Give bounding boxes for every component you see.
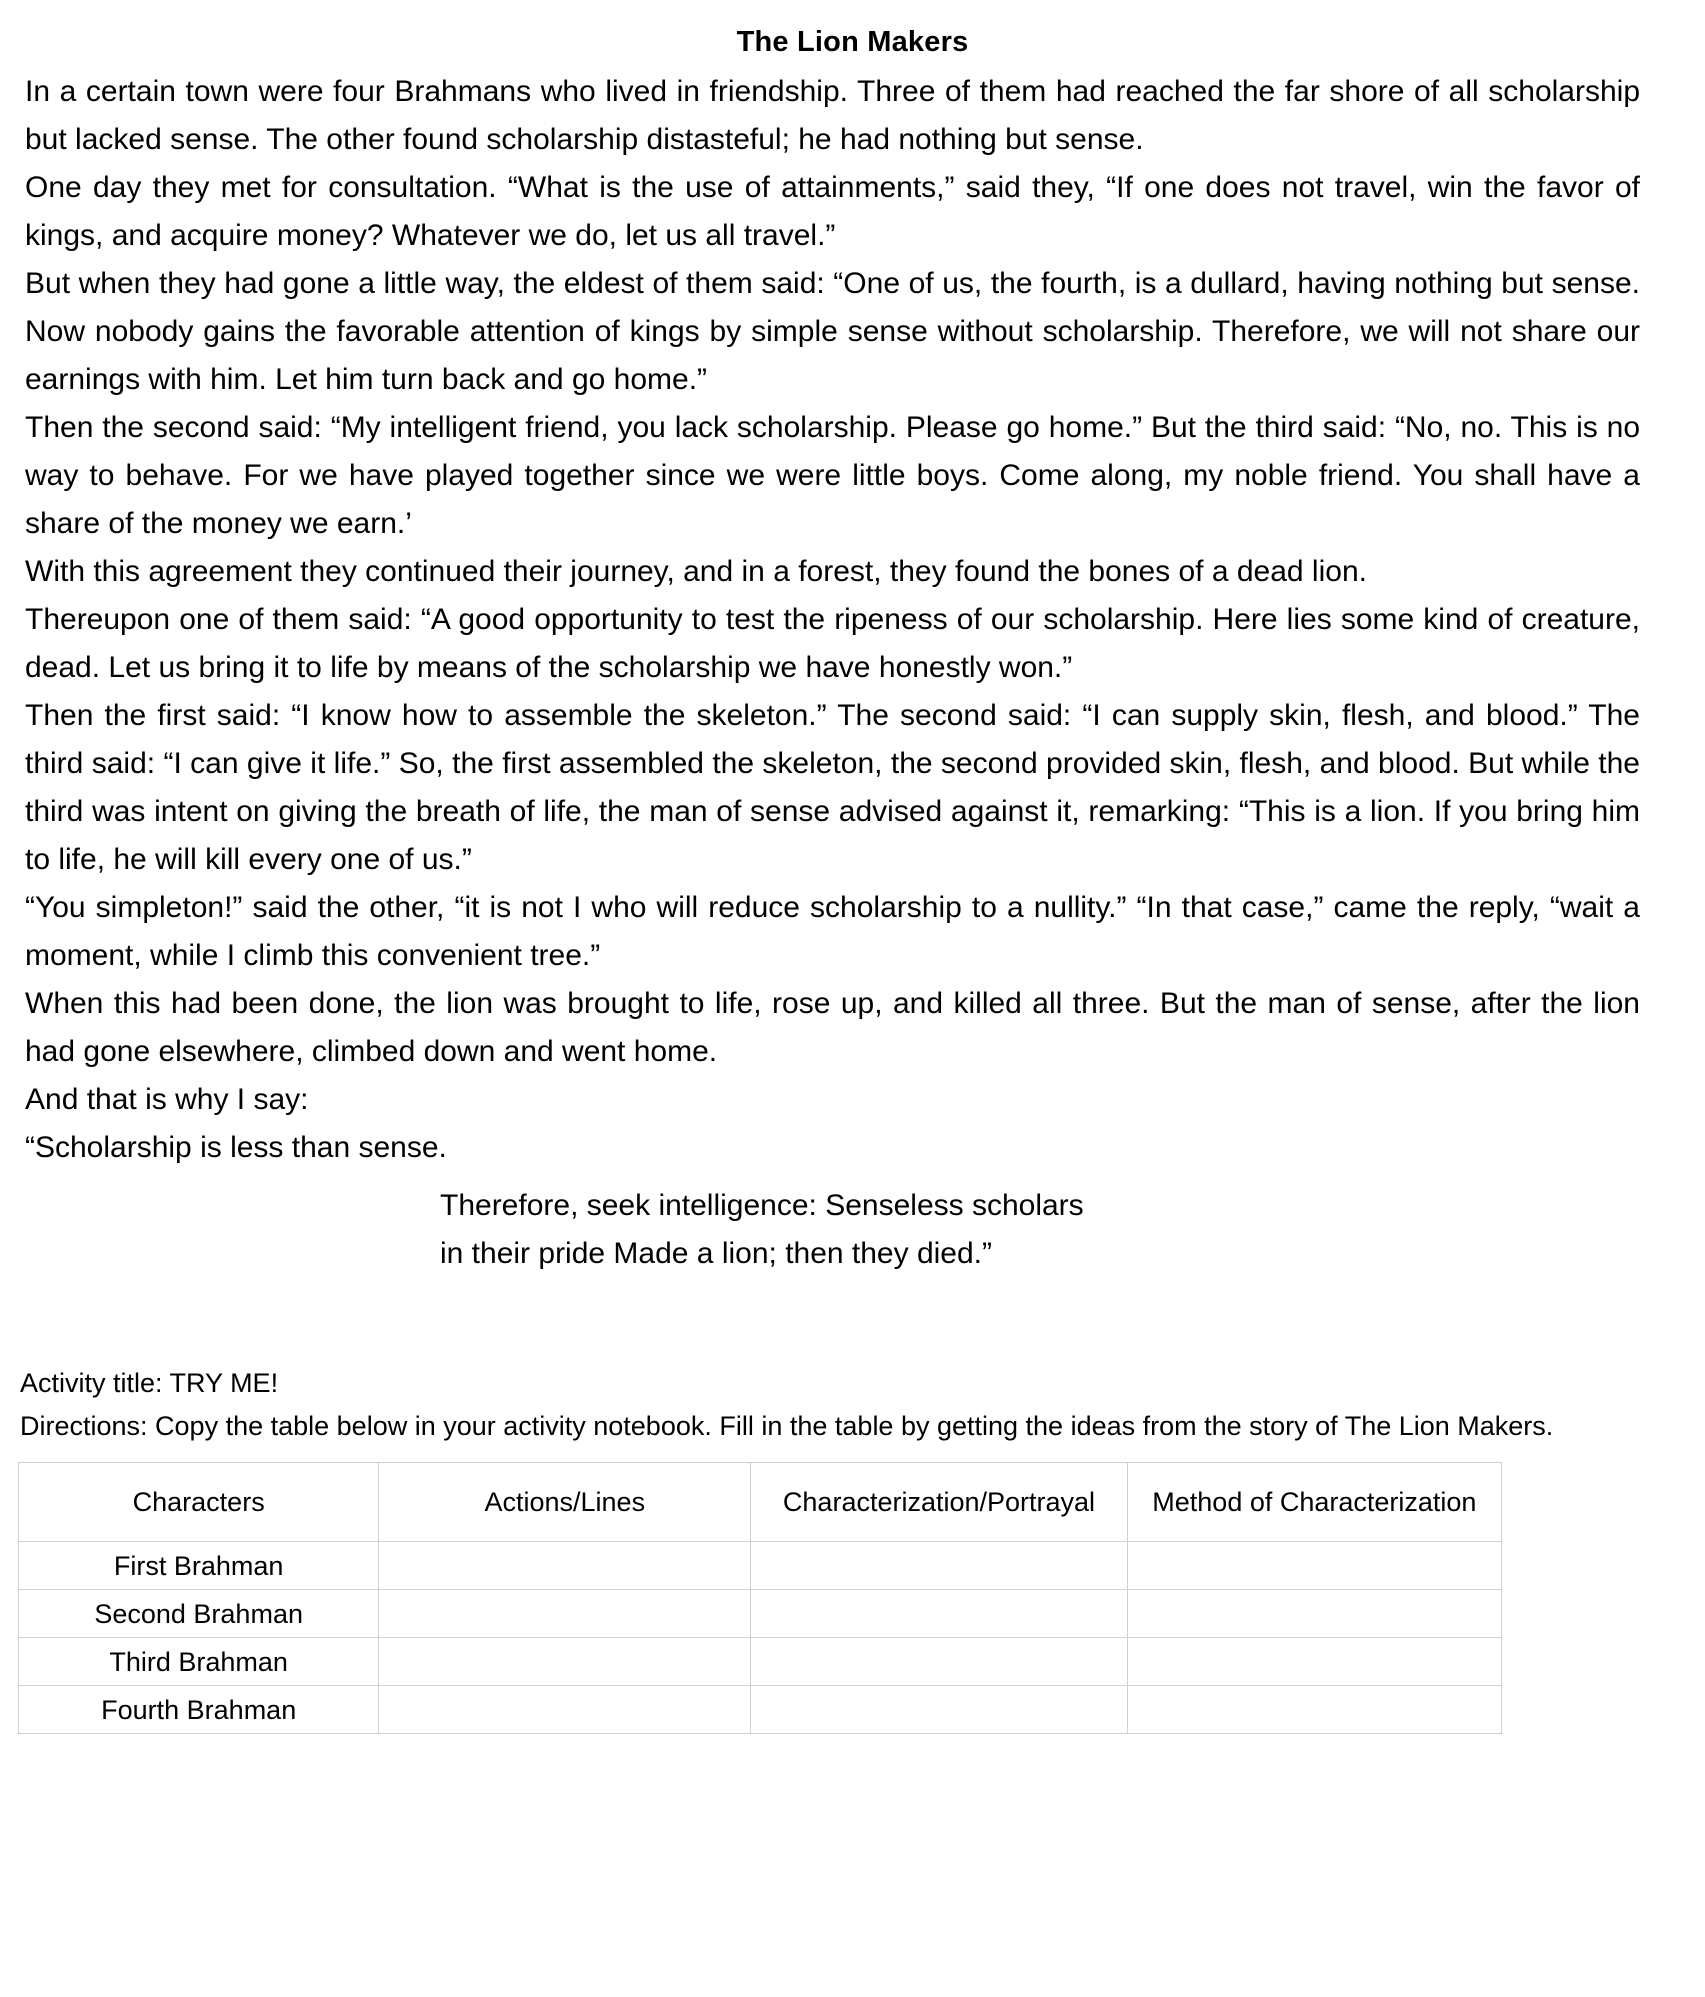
row-label-second-brahman: Second Brahman xyxy=(19,1590,379,1638)
cell-method[interactable] xyxy=(1127,1590,1501,1638)
story-body xyxy=(0,68,1705,1278)
story-paragraph: In a certain town were four Brahmans who lived in friendship. Three of them had reached the far shore of all scholarship but lacked sense. The other found scholarship distasteful; he had nothing but sense. xyxy=(25,75,1640,156)
activity-title: Activity title: TRY ME! xyxy=(20,1368,279,1398)
story-paragraph: Thereupon one of them said: “A good opportunity to test the ripeness of our scholarship. Here lies some kind of creature, dead. Let us bring it to life by means of the scholarship we have honestly won.” xyxy=(25,603,1640,684)
row-label-fourth-brahman: Fourth Brahman xyxy=(19,1686,379,1734)
story-paragraph: “You simpleton!” said the other, “it is not I who will reduce scholarship to a nullity.” “In that case,” came the reply, “wait a moment, while I climb this convenient tree.” xyxy=(25,891,1640,972)
story-paragraph: Then the first said: “I know how to assemble the skeleton.” The second said: “I can supply skin, flesh, and blood.” The third said: “I can give it life.” So, the first assembled the skeleton, the second provided skin, flesh, and blood. But while the third was intent on giving the breath of life, the man of sense advised against it, remarking: “This is a lion. If you bring him to life, he will kill every one of us.” xyxy=(25,699,1640,876)
story-paragraph: One day they met for consultation. “What is the use of attainments,” said they, “If one does not travel, win the favor of kings, and acquire money? Whatever we do, let us all travel.” xyxy=(25,171,1640,252)
column-header-method-of-characterization: Method of Characterization xyxy=(1127,1463,1501,1542)
activity-table-container xyxy=(0,1462,1705,1734)
closing-verse xyxy=(25,1182,1640,1278)
cell-actions[interactable] xyxy=(379,1638,751,1686)
cell-characterization[interactable] xyxy=(751,1542,1128,1590)
page-title: The Lion Makers xyxy=(736,26,969,58)
story-paragraph: When this had been done, the lion was brought to life, rose up, and killed all three. But the man of sense, after the lion had gone elsewhere, climbed down and went home. xyxy=(25,987,1640,1068)
row-label-first-brahman: First Brahman xyxy=(19,1542,379,1590)
cell-actions[interactable] xyxy=(379,1686,751,1734)
activity-directions: Directions: Copy the table below in your activity notebook. Fill in the table by getting the ideas from the story of The Lion Makers. xyxy=(20,1411,1554,1441)
table-row xyxy=(19,1638,1502,1686)
table-row xyxy=(19,1590,1502,1638)
activity-table xyxy=(18,1462,1502,1734)
story-paragraph: “Scholarship is less than sense. xyxy=(25,1131,447,1164)
cell-characterization[interactable] xyxy=(751,1590,1128,1638)
activity-section xyxy=(0,1362,1705,1448)
cell-characterization[interactable] xyxy=(751,1638,1128,1686)
verse-line: in their pride Made a lion; then they died.” xyxy=(440,1237,992,1270)
story-paragraph: With this agreement they continued their journey, and in a forest, they found the bones of a dead lion. xyxy=(25,555,1367,588)
column-header-characterization-portrayal: Characterization/Portrayal xyxy=(751,1463,1128,1542)
cell-actions[interactable] xyxy=(379,1542,751,1590)
worksheet-page xyxy=(0,22,1705,1997)
table-header-row xyxy=(19,1463,1502,1542)
cell-method[interactable] xyxy=(1127,1542,1501,1590)
column-header-actions-lines: Actions/Lines xyxy=(379,1463,751,1542)
story-paragraph: And that is why I say: xyxy=(25,1083,309,1116)
cell-actions[interactable] xyxy=(379,1590,751,1638)
cell-characterization[interactable] xyxy=(751,1686,1128,1734)
cell-method[interactable] xyxy=(1127,1686,1501,1734)
story-paragraph: Then the second said: “My intelligent friend, you lack scholarship. Please go home.” But the third said: “No, no. This is no way to behave. For we have played together since we were little boys. Come along, my noble friend. You shall have a share of the money we earn.’ xyxy=(25,411,1640,540)
story-paragraph: But when they had gone a little way, the eldest of them said: “One of us, the fourth, is a dullard, having nothing but sense. Now nobody gains the favorable attention of kings by simple sense without scholarship. Therefore, we will not share our earnings with him. Let him turn back and go home.” xyxy=(25,267,1640,396)
table-row xyxy=(19,1686,1502,1734)
cell-method[interactable] xyxy=(1127,1638,1501,1686)
table-row xyxy=(19,1542,1502,1590)
column-header-characters: Characters xyxy=(19,1463,379,1542)
verse-line: Therefore, seek intelligence: Senseless scholars xyxy=(440,1189,1084,1222)
row-label-third-brahman: Third Brahman xyxy=(19,1638,379,1686)
